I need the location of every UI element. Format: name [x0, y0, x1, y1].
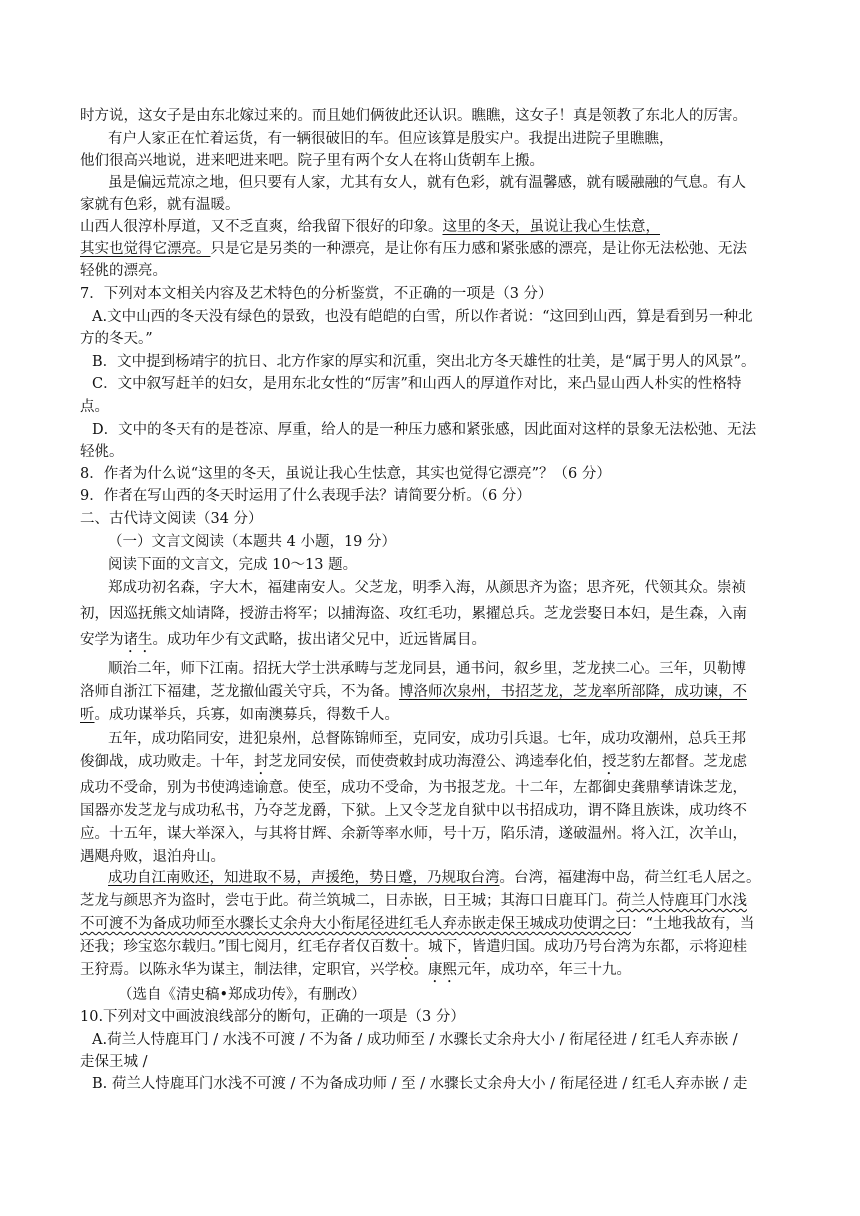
- dotted-word: 诸生: [123, 632, 153, 648]
- passage-line: 家就有色彩，就有温暖。: [80, 197, 240, 213]
- q7-option-d: D．文中的冬天有的是苍凉、厚重，给人的是一种压力感和紧张感，因此面对这样的景象无法松弛、无法: [92, 422, 757, 438]
- underlined-sentence: 听: [80, 707, 95, 723]
- q7-option-a: A.文中山西的冬天没有绿色的景致，也没有皑皑的白雪，所以作者说：“这回到山西，算是看到另一种北: [92, 309, 753, 325]
- classical-line: 五年，成功陷同安，进犯泉州，总督陈锦师至，克同安，成功引兵退。七年，成功攻潮州，总兵王邦: [108, 731, 746, 747]
- passage-line: 他们很高兴地说，进来吧进来吧。院子里有两个女人在将山货朝车上搬。: [80, 153, 544, 169]
- classical-text: 元年，成功卒，年三十九。: [457, 962, 631, 978]
- passage-line: 虽是偏远荒凉之地，但只要有人家，尤其有女人，就有色彩，就有温馨感，就有暖融融的气息。有人: [108, 175, 746, 191]
- dotted-word: 封: [254, 754, 269, 770]
- classical-line: 遇飓舟败，退泊舟山。: [80, 849, 225, 865]
- classical-text: 意。使至，成功不受命，为书报芝龙。十二年，左都御史龚鼎孳请诛芝龙，: [268, 780, 747, 796]
- classical-text: 。城下，皆遣归国。成功乃号台湾为东都，示将迎桂: [413, 939, 748, 955]
- classical-line: [80, 960, 631, 986]
- classical-line: [80, 682, 747, 702]
- classical-line: [108, 868, 761, 888]
- q7-option-a-cont: 方的冬天。”: [80, 331, 153, 347]
- source-citation: （选自《清史稿•郑成功传》，有删改）: [118, 987, 366, 1003]
- dotted-word: 谕: [254, 780, 269, 796]
- wavy-underlined-text: 不可渡不为备成功师至水骤长丈余舟大小衔尾径进红毛人弃赤嵌走保王城成功使谓之曰: [80, 916, 631, 932]
- classical-text: 洛师自浙江下福建，芝龙撤仙霞关守兵，不为备。: [80, 684, 399, 700]
- question-10-stem: 10.下列对文中画波浪线部分的断句，正确的一项是（3 分）: [80, 1009, 465, 1025]
- classical-line: [80, 705, 399, 725]
- q7-option-b: B．文中提到杨靖宇的抗日、北方作家的厚实和沉重，突出北方冬天雄性的壮美，是“属于男人的风景”。: [92, 354, 756, 370]
- underlined-sentence: 博洛师次泉州，书招芝龙，芝龙率所部降，成功谏，不: [399, 684, 747, 700]
- passage-line: [80, 239, 747, 259]
- classical-text: 。成功谋举兵，兵寡，如南澳募兵，得数千人。: [94, 707, 399, 723]
- passage-text: 山西人很淳朴厚道，又不乏直爽，给我留下很好的印象。: [80, 219, 443, 235]
- passage-line: 轻佻的漂亮。: [80, 263, 167, 279]
- q7-option-d-cont: 轻佻。: [80, 444, 124, 460]
- underlined-sentence: 成功自江南败还，知进取不易，声援绝，势日蹙，乃规取台湾: [108, 870, 500, 886]
- classical-line: [80, 630, 486, 656]
- classical-text: 芝龙同安侯，而使赍敕封成功海澄公、鸿逵奉化伯，: [268, 754, 602, 770]
- q7-option-c-cont: 点。: [80, 399, 109, 415]
- q10-option-b: B. 荷兰人恃鹿耳门水浅不可渡 / 不为备成功师 / 至 / 水骤长丈余舟大小 / 衔尾径进 / 红毛人弃赤嵌 / 走: [92, 1076, 748, 1092]
- classical-text: 王狩焉。以陈永华为谋主，制法律，定职官，兴学校。: [80, 962, 428, 978]
- classical-text: 芝豹左都督。芝龙虑: [616, 754, 747, 770]
- dotted-word: 十: [399, 939, 414, 955]
- question-7-stem: 7．下列对本文相关内容及艺术特色的分析鉴赏，不正确的一项是（3 分）: [80, 286, 553, 302]
- question-9: 9．作者在写山西的冬天时运用了什么表现手法？请简要分析。（6 分）: [80, 488, 531, 504]
- underlined-quote: 这里的冬天，虽说让我心生怯意，: [442, 219, 660, 235]
- underlined-quote: 其实也觉得它漂亮。: [80, 241, 211, 257]
- dotted-word: 授: [602, 754, 617, 770]
- classical-line: 郑成功初名森，字大木，福建南安人。父芝龙，明季入海，从颜思齐为盗；思齐死，代领其众。崇祯: [108, 580, 746, 596]
- dotted-word: 康熙: [428, 962, 457, 978]
- classical-line: 应。十五年，谋大举深入，与其将甘辉、余新等率水师，号十万，陷乐清，遂破温州。将入江，次羊山，: [80, 826, 747, 842]
- section-title: 二、古代诗文阅读（34 分）: [80, 511, 263, 527]
- classical-line: [80, 752, 747, 778]
- classical-line: [80, 914, 754, 934]
- passage-line: 有户人家正在忙着运货，有一辆很破旧的车。但应该算是殷实户。我提出进院子里瞧瞧，: [108, 131, 674, 147]
- subsection-title: （一）文言文阅读（本题共 4 小题，19 分）: [108, 534, 397, 550]
- passage-text: 只是它是另类的一种漂亮，是让你有压力感和紧张感的漂亮，是让你无法松弛、无法: [210, 241, 747, 257]
- classical-text: ：“土地我故有，当: [631, 916, 755, 932]
- classical-text: 安学为: [80, 632, 124, 648]
- classical-text: 。成功年少有文武略，拔出诸父兄中，近远皆属目。: [152, 632, 486, 648]
- classical-text: 。台湾，福建海中岛，荷兰红毛人居之。: [499, 870, 761, 886]
- classical-text: 芝龙与颜思齐为盗时，尝屯于此。荷兰筑城二，日赤嵌，日王城；其海口日鹿耳门。: [80, 893, 617, 909]
- q7-option-c: C．文中叙写赶羊的妇女，是用东北女性的“厉害”和山西人的厚道作对比，来凸显山西人朴实的性格特: [92, 376, 742, 392]
- classical-line: [80, 891, 747, 911]
- q10-option-a: A.荷兰人恃鹿耳门 / 水浅不可渡 / 不为备 / 成功师至 / 水骤长丈余舟大小 / 衔尾径进 / 红毛人弃赤嵌 /: [92, 1032, 738, 1048]
- classical-text: 俊御战，成功败走。十年，: [80, 754, 254, 770]
- q10-option-a-cont: 走保王城 /: [80, 1054, 148, 1070]
- classical-line: 国器亦发芝龙与成功私书，乃夺芝龙爵，下狱。上又令芝龙自狱中以书招成功，谓不降且族诛，成功终不: [80, 803, 747, 819]
- classical-text: 成功不受命，别为书使鸿逵: [80, 780, 254, 796]
- reading-instruction: 阅读下面的文言文，完成 10～13 题。: [108, 557, 358, 573]
- question-8: 8．作者为什么说“这里的冬天，虽说让我心生怯意，其实也觉得它漂亮”？（6 分）: [80, 466, 611, 482]
- classical-line: 顺治二年，师下江南。招抚大学士洪承畴与芝龙同县，通书问，叙乡里，芝龙挟二心。三年，贝勒博: [108, 661, 746, 677]
- passage-line: [80, 217, 660, 237]
- wavy-underlined-text: 荷兰人恃鹿耳门水浅: [616, 893, 747, 909]
- classical-line: 初，因巡抚熊文灿请降，授游击将军；以捕海盗、攻红毛功，累擢总兵。芝龙尝娶日本妇，是生森，入南: [80, 606, 747, 622]
- classical-text: 还我；珍宝恣尔载归。”围七阅月，红毛存者仅百数: [80, 939, 400, 955]
- passage-line: 时方说，这女子是由东北嫁过来的。而且她们俩彼此还认识。瞧瞧，这女子！真是领教了东北人的厉害。: [80, 108, 747, 124]
